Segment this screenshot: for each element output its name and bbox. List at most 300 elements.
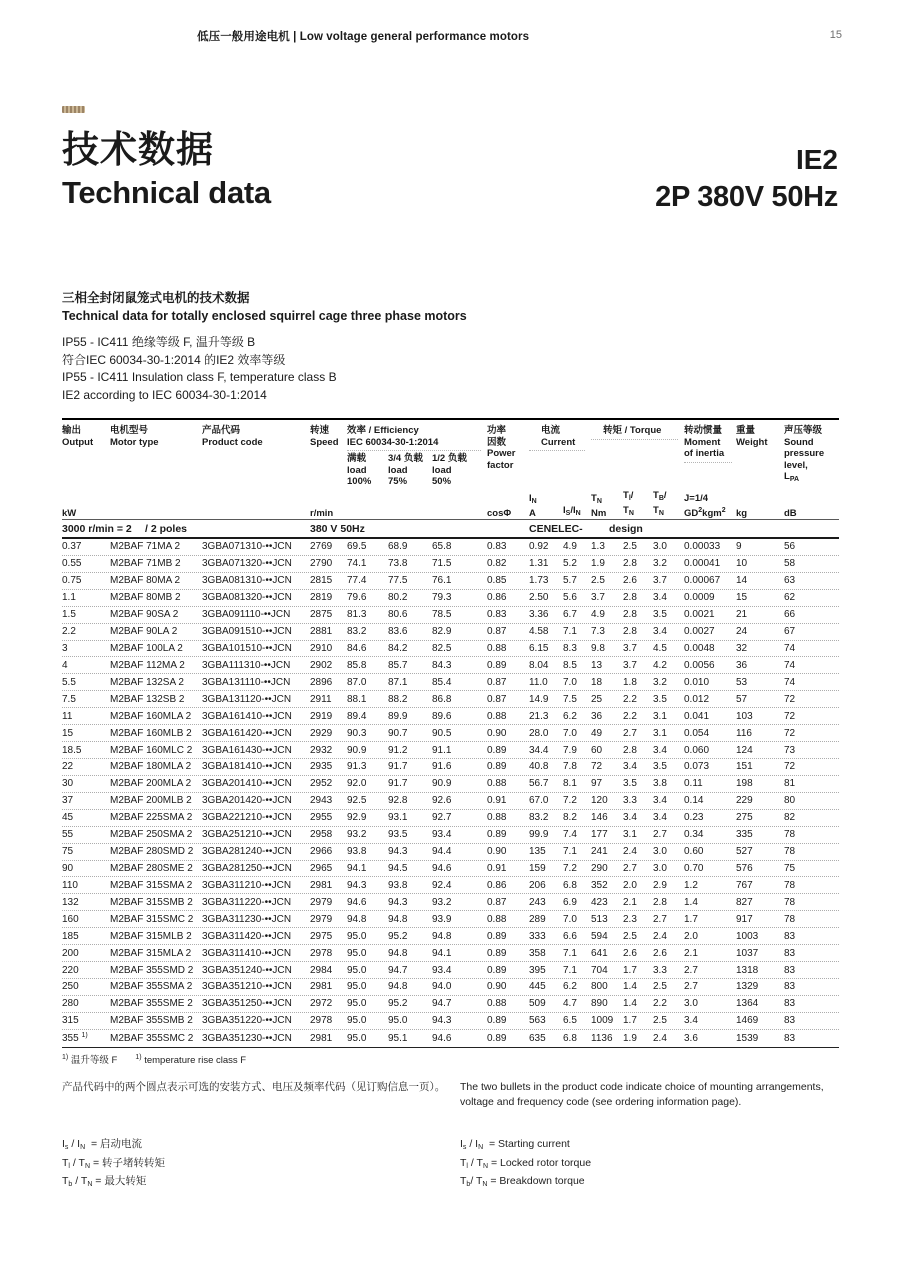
table-cell: 2975: [310, 930, 333, 942]
table-row: [62, 539, 839, 556]
table-cell: 0.00041: [684, 558, 721, 570]
table-cell: 82: [784, 812, 796, 824]
table-cell: 206: [529, 879, 546, 891]
table-cell: 120: [591, 795, 608, 807]
table-row: [62, 573, 839, 590]
table-cell: 8.04: [529, 659, 549, 671]
table-cell: 2881: [310, 626, 333, 638]
table-cell: 5.2: [563, 558, 577, 570]
table-cell: M2BAF 100LA 2: [110, 642, 183, 654]
table-cell: 3.4: [653, 626, 667, 638]
table-cell: 0.073: [684, 761, 710, 773]
table-cell: 3GBA091510-••JCN: [202, 626, 292, 638]
section-cenelec: CENELEC-: [529, 522, 583, 535]
table-cell: 1.7: [623, 964, 637, 976]
table-cell: 14.9: [529, 693, 549, 705]
table-cell: 513: [591, 913, 608, 925]
table-cell: 0.89: [487, 947, 507, 959]
table-row: [62, 674, 839, 691]
table-cell: 594: [591, 930, 608, 942]
table-cell: 18.5: [62, 744, 82, 756]
table-cell: 0.060: [684, 744, 710, 756]
table-cell: 3.4: [684, 1015, 698, 1027]
table-cell: 1.7: [684, 913, 698, 925]
table-cell: 1.73: [529, 575, 549, 587]
table-cell: 6.7: [563, 609, 577, 621]
table-cell: 56.7: [529, 778, 549, 790]
table-cell: 83: [784, 930, 796, 942]
table-cell: 352: [591, 879, 608, 891]
table-cell: 6.8: [563, 879, 577, 891]
table-cell: 395: [529, 964, 546, 976]
table-cell: 7.9: [563, 744, 577, 756]
table-cell: 81.3: [347, 609, 367, 621]
table-cell: 2.7: [653, 913, 667, 925]
table-cell: 3GBA351210-••JCN: [202, 981, 292, 993]
col-header-eff-100: 满载 load 100%: [347, 453, 372, 487]
table-cell: 7.0: [563, 727, 577, 739]
table-cell: 90.7: [388, 727, 408, 739]
table-cell: 2.5: [623, 930, 637, 942]
product-code-note-cn: 产品代码中的两个圆点表示可选的安装方式、电压及频率代码（见订购信息一页）。: [62, 1081, 446, 1093]
table-cell: 116: [736, 727, 752, 739]
table-cell: 3GBA081320-••JCN: [202, 592, 292, 604]
table-cell: 2981: [310, 981, 333, 993]
table-cell: 92.9: [347, 812, 367, 824]
table-cell: 2.8: [623, 558, 637, 570]
footnote-en: $^{1)}$ temperature rise class F: [135, 1053, 247, 1066]
table-cell: 7.2: [563, 795, 577, 807]
table-cell: 0.89: [487, 930, 507, 942]
table-cell: 95.0: [388, 1015, 408, 1027]
table-cell: 0.90: [487, 846, 507, 858]
table-cell: 2.2: [62, 626, 76, 638]
variant-block: [655, 127, 838, 216]
table-cell: 0.0027: [684, 626, 715, 638]
table-cell: 2932: [310, 744, 333, 756]
table-cell: 78: [784, 879, 796, 891]
table-cell: 94.8: [388, 981, 408, 993]
table-cell: 78: [784, 846, 796, 858]
table-cell: 159: [529, 862, 546, 874]
table-cell: 0.14: [684, 795, 704, 807]
table-cell: 0.11: [684, 778, 703, 790]
intro-line: IE2 according to IEC 60034-30-1:2014: [62, 387, 267, 402]
table-cell: 91.7: [388, 778, 408, 790]
table-cell: 91.7: [388, 761, 408, 773]
table-cell: 30: [62, 778, 74, 790]
table-cell: 1364: [736, 998, 759, 1010]
table-row: [62, 945, 839, 962]
table-header: [62, 418, 839, 519]
table-cell: 7.2: [563, 862, 577, 874]
table-cell: 45: [62, 812, 74, 824]
table-cell: 15: [736, 592, 748, 604]
table-cell: 86.8: [432, 693, 452, 705]
table-cell: M2BAF 112MA 2: [110, 659, 185, 671]
table-cell: 9.8: [591, 642, 605, 654]
table-cell: 3.3: [653, 964, 667, 976]
col-header-weight: 重量 Weight kg: [736, 425, 768, 519]
table-cell: 83.2: [347, 626, 367, 638]
table-cell: 2.8: [653, 896, 667, 908]
table-cell: 3.4: [623, 812, 637, 824]
table-cell: M2BAF 200MLA 2: [110, 778, 192, 790]
table-cell: 3.0: [684, 998, 698, 1010]
table-cell: 95.1: [388, 1032, 408, 1044]
table-row: [62, 708, 839, 725]
table-cell: 2972: [310, 998, 333, 1010]
table-cell: 75: [62, 846, 74, 858]
table-cell: M2BAF 180MLA 2: [110, 761, 192, 773]
table-cell: 2981: [310, 879, 333, 891]
table-cell: 67: [784, 626, 796, 638]
title-block: [62, 127, 271, 216]
table-cell: 0.89: [487, 761, 507, 773]
table-cell: 177: [591, 829, 608, 841]
table-cell: 1.9: [591, 558, 605, 570]
table-cell: 527: [736, 846, 753, 858]
table-cell: 2.7: [684, 981, 698, 993]
table-cell: 1318: [736, 964, 759, 976]
table-cell: 67.0: [529, 795, 549, 807]
table-cell: 4.9: [563, 541, 577, 553]
table-row: [62, 1013, 839, 1030]
table-cell: 0.88: [487, 913, 507, 925]
table-cell: 2.2: [653, 998, 667, 1010]
table-cell: 2.2: [623, 693, 637, 705]
intro-line: IP55 - IC411 绝缘等级 F, 温升等级 B: [62, 335, 256, 349]
intro-block: [62, 289, 702, 404]
table-cell: 2875: [310, 609, 333, 621]
table-cell: 73: [784, 744, 796, 756]
table-cell: 0.87: [487, 626, 507, 638]
table-cell: 62: [784, 592, 796, 604]
table-cell: M2BAF 90LA 2: [110, 626, 178, 638]
legend-line: $T_b / T_N$ = 最大转矩: [62, 1175, 147, 1188]
table-cell: 4.5: [653, 642, 667, 654]
table-cell: M2BAF 200MLB 2: [110, 795, 192, 807]
table-cell: 94.7: [388, 964, 408, 976]
table-cell: 82.9: [432, 626, 452, 638]
table-cell: 78: [784, 896, 796, 908]
table-cell: 74: [784, 676, 796, 688]
table-cell: 3.1: [653, 710, 667, 722]
table-cell: 3.0: [653, 846, 667, 858]
table-cell: 2.5: [653, 981, 667, 993]
table-cell: 92.5: [347, 795, 367, 807]
table-cell: 34.4: [529, 744, 549, 756]
table-cell: 3GBA281240-••JCN: [202, 846, 292, 858]
table-row: [62, 911, 839, 928]
table-cell: 0.87: [487, 676, 507, 688]
table-cell: 0.90: [487, 981, 507, 993]
voltage-spec-label: 2P 380V 50Hz: [655, 181, 838, 213]
table-cell: 0.89: [487, 829, 507, 841]
table-cell: 315: [62, 1015, 79, 1027]
table-cell: M2BAF 160MLA 2: [110, 710, 192, 722]
table-cell: 3.2: [653, 558, 667, 570]
table-cell: 78.5: [432, 609, 452, 621]
table-cell: 11.0: [529, 676, 548, 688]
table-cell: 355 $^{1)}$: [62, 1032, 88, 1045]
table-row: [62, 962, 839, 979]
table-cell: M2BAF 315MLA 2: [110, 947, 192, 959]
table-cell: 3GBA071310-••JCN: [202, 541, 292, 553]
table-cell: 0.88: [487, 998, 507, 1010]
table-cell: 7.0: [563, 913, 577, 925]
running-header: [0, 28, 900, 44]
table-cell: 3.7: [623, 659, 637, 671]
table-cell: 94.8: [432, 930, 452, 942]
table-cell: 0.0009: [684, 592, 715, 604]
table-cell: 90.5: [432, 727, 452, 739]
table-cell: 2965: [310, 862, 333, 874]
table-cell: 3GBA131110-••JCN: [202, 676, 291, 688]
table-cell: 0.85: [487, 575, 507, 587]
table-cell: 2910: [310, 642, 333, 654]
table-cell: 85.4: [432, 676, 452, 688]
table-cell: 3GBA351250-••JCN: [202, 998, 292, 1010]
table-cell: 5.6: [563, 592, 577, 604]
table-cell: 3.1: [653, 727, 667, 739]
col-header-eff-75: 3/4 负载 load 75%: [388, 453, 423, 487]
table-cell: 445: [529, 981, 546, 993]
table-cell: 78: [784, 913, 796, 925]
table-cell: 72: [591, 761, 603, 773]
table-cell: 3.3: [623, 795, 637, 807]
table-cell: 84.2: [388, 642, 408, 654]
table-cell: 0.91: [487, 862, 507, 874]
table-cell: 74: [784, 642, 796, 654]
table-cell: 1.4: [623, 998, 637, 1010]
section-speed-group: 3000 r/min = 2: [62, 522, 132, 535]
table-cell: 2978: [310, 1015, 333, 1027]
table-cell: 2819: [310, 592, 333, 604]
table-cell: 3.7: [591, 592, 605, 604]
table-cell: 78: [784, 829, 796, 841]
table-cell: 0.37: [62, 541, 82, 553]
table-cell: 0.87: [487, 896, 507, 908]
table-cell: 81: [784, 778, 796, 790]
table-cell: 10: [736, 558, 748, 570]
table-cell: 8.2: [563, 812, 577, 824]
table-cell: 2966: [310, 846, 333, 858]
table-cell: 1.4: [684, 896, 698, 908]
table-cell: 0.89: [487, 1015, 507, 1027]
legend-en: [460, 1137, 838, 1193]
table-cell: 2.8: [623, 592, 637, 604]
table-cell: 241: [591, 846, 608, 858]
table-cell: 95.0: [347, 930, 367, 942]
table-cell: 2.5: [623, 541, 637, 553]
table-cell: M2BAF 355SMD 2: [110, 964, 194, 976]
table-cell: 160: [62, 913, 79, 925]
col-header-motor-type: 电机型号 Motor type: [110, 425, 159, 448]
table-cell: 3GBA161420-••JCN: [202, 727, 292, 739]
table-cell: 827: [736, 896, 753, 908]
table-cell: 94.1: [347, 862, 367, 874]
table-cell: 91.6: [432, 761, 452, 773]
table-cell: 88.2: [388, 693, 408, 705]
table-cell: 0.60: [684, 846, 704, 858]
table-cell: 13: [591, 659, 603, 671]
table-cell: 0.83: [487, 541, 507, 553]
intro-heading-en: Technical data for totally enclosed squirrel cage three phase motors: [62, 309, 467, 323]
table-cell: M2BAF 225SMA 2: [110, 812, 193, 824]
table-cell: 3.1: [623, 829, 637, 841]
table-cell: 229: [736, 795, 753, 807]
table-cell: 82.5: [432, 642, 452, 654]
table-cell: 7.5: [62, 693, 76, 705]
table-row: [62, 556, 839, 573]
table-cell: 3.4: [623, 761, 637, 773]
table-cell: 0.55: [62, 558, 82, 570]
table-cell: 2.5: [591, 575, 605, 587]
table-cell: 0.83: [487, 609, 507, 621]
table-cell: 36: [736, 659, 748, 671]
col-header-tn: $T_N$ Nm: [591, 493, 607, 519]
table-cell: 58: [784, 558, 796, 570]
table-cell: 7.8: [563, 761, 577, 773]
table-cell: 87.1: [388, 676, 408, 688]
table-cell: 2896: [310, 676, 333, 688]
table-cell: 3.4: [653, 812, 667, 824]
table-cell: 5.7: [563, 575, 577, 587]
table-cell: 91.3: [347, 761, 367, 773]
legend-cn: [62, 1137, 460, 1193]
table-cell: 4.7: [563, 998, 577, 1010]
table-cell: 2.7: [623, 727, 637, 739]
table-cell: 641: [591, 947, 608, 959]
table-cell: 99.9: [529, 829, 549, 841]
table-cell: 79.6: [347, 592, 367, 604]
table-cell: 94.3: [347, 879, 367, 891]
table-cell: 56: [784, 541, 796, 553]
table-cell: 90.9: [432, 778, 452, 790]
table-cell: 79.3: [432, 592, 452, 604]
table-cell: 93.5: [388, 829, 408, 841]
table-body: [62, 539, 839, 1048]
table-cell: 3: [62, 642, 68, 654]
table-cell: M2BAF 132SA 2: [110, 676, 184, 688]
table-cell: 24: [736, 626, 748, 638]
table-cell: 2815: [310, 575, 333, 587]
table-cell: 65.8: [432, 541, 452, 553]
col-header-product-code: 产品代码 Product code: [202, 425, 263, 448]
table-cell: 53: [736, 676, 748, 688]
page-title-en: Technical data: [62, 175, 271, 210]
table-cell: 2.0: [623, 879, 637, 891]
table-cell: 3.5: [653, 761, 667, 773]
table-cell: 2.7: [623, 862, 637, 874]
table-cell: 89.4: [347, 710, 367, 722]
table-cell: 92.6: [432, 795, 452, 807]
table-cell: M2BAF 355SMA 2: [110, 981, 193, 993]
table-cell: 289: [529, 913, 546, 925]
table-cell: 3GBA251210-••JCN: [202, 829, 292, 841]
table-cell: 28.0: [529, 727, 549, 739]
table-cell: 563: [529, 1015, 546, 1027]
table-cell: 83.6: [388, 626, 408, 638]
table-cell: 2984: [310, 964, 333, 976]
table-cell: 71.5: [432, 558, 452, 570]
legend-line: $T_l / T_N$ = 转子堵转转矩: [62, 1156, 165, 1170]
table-cell: 1.4: [623, 981, 637, 993]
table-cell: 1469: [736, 1015, 759, 1027]
table-cell: 2952: [310, 778, 333, 790]
table-cell: 3.4: [653, 744, 667, 756]
table-cell: M2BAF 315MLB 2: [110, 930, 192, 942]
table-cell: 6.8: [563, 1032, 577, 1044]
table-cell: M2BAF 355SME 2: [110, 998, 193, 1010]
table-cell: 0.010: [684, 676, 710, 688]
table-cell: 3.4: [653, 795, 667, 807]
table-cell: 88.1: [347, 693, 367, 705]
table-cell: 60: [591, 744, 603, 756]
table-cell: 800: [591, 981, 608, 993]
table-cell: 3GBA161430-••JCN: [202, 744, 292, 756]
table-cell: 0.041: [684, 710, 710, 722]
table-cell: 95.2: [388, 998, 408, 1010]
table-cell: 92.4: [432, 879, 452, 891]
table-cell: 1.1: [62, 592, 76, 604]
table-cell: 2.1: [623, 896, 637, 908]
table-cell: 0.75: [62, 575, 82, 587]
table-cell: 3GBA311230-••JCN: [202, 913, 292, 925]
table-cell: 2.9: [653, 879, 667, 891]
table-cell: 94.5: [388, 862, 408, 874]
table-cell: M2BAF 280SMD 2: [110, 846, 194, 858]
table-cell: 74.1: [347, 558, 367, 570]
table-cell: 2.50: [529, 592, 549, 604]
table-cell: 6.9: [563, 896, 577, 908]
table-cell: 2929: [310, 727, 333, 739]
table-cell: 243: [529, 896, 546, 908]
table-cell: 280: [62, 998, 79, 1010]
table-cell: 1136: [591, 1032, 613, 1044]
table-cell: 83: [784, 1032, 796, 1044]
table-cell: 66: [784, 609, 796, 621]
table-cell: 18: [591, 676, 603, 688]
table-cell: 2943: [310, 795, 333, 807]
table-cell: 57: [736, 693, 748, 705]
table-cell: 0.90: [487, 727, 507, 739]
intro-heading-cn: 三相全封闭鼠笼式电机的技术数据: [62, 291, 250, 305]
table-cell: 89.6: [432, 710, 452, 722]
table-cell: 2.8: [623, 744, 637, 756]
table-cell: 90: [62, 862, 74, 874]
table-cell: 95.0: [347, 981, 367, 993]
table-cell: 0.91: [487, 795, 507, 807]
table-cell: 3.5: [623, 778, 637, 790]
legend-line: $I_s / I_N$ = Starting current: [460, 1138, 570, 1151]
table-cell: 358: [529, 947, 546, 959]
table-cell: M2BAF 132SB 2: [110, 693, 185, 705]
table-cell: 91.1: [432, 744, 452, 756]
table-cell: 6.2: [563, 981, 577, 993]
table-cell: 0.86: [487, 592, 507, 604]
table-cell: 1.3: [591, 541, 605, 553]
table-cell: 4.9: [591, 609, 605, 621]
table-cell: 3.0: [653, 862, 667, 874]
table-cell: 0.88: [487, 642, 507, 654]
table-cell: 0.00067: [684, 575, 721, 587]
footer-notes: [62, 1080, 838, 1193]
table-cell: 92.8: [388, 795, 408, 807]
table-cell: M2BAF 90SA 2: [110, 609, 179, 621]
col-header-speed: 转速 Speed r/min: [310, 425, 339, 519]
